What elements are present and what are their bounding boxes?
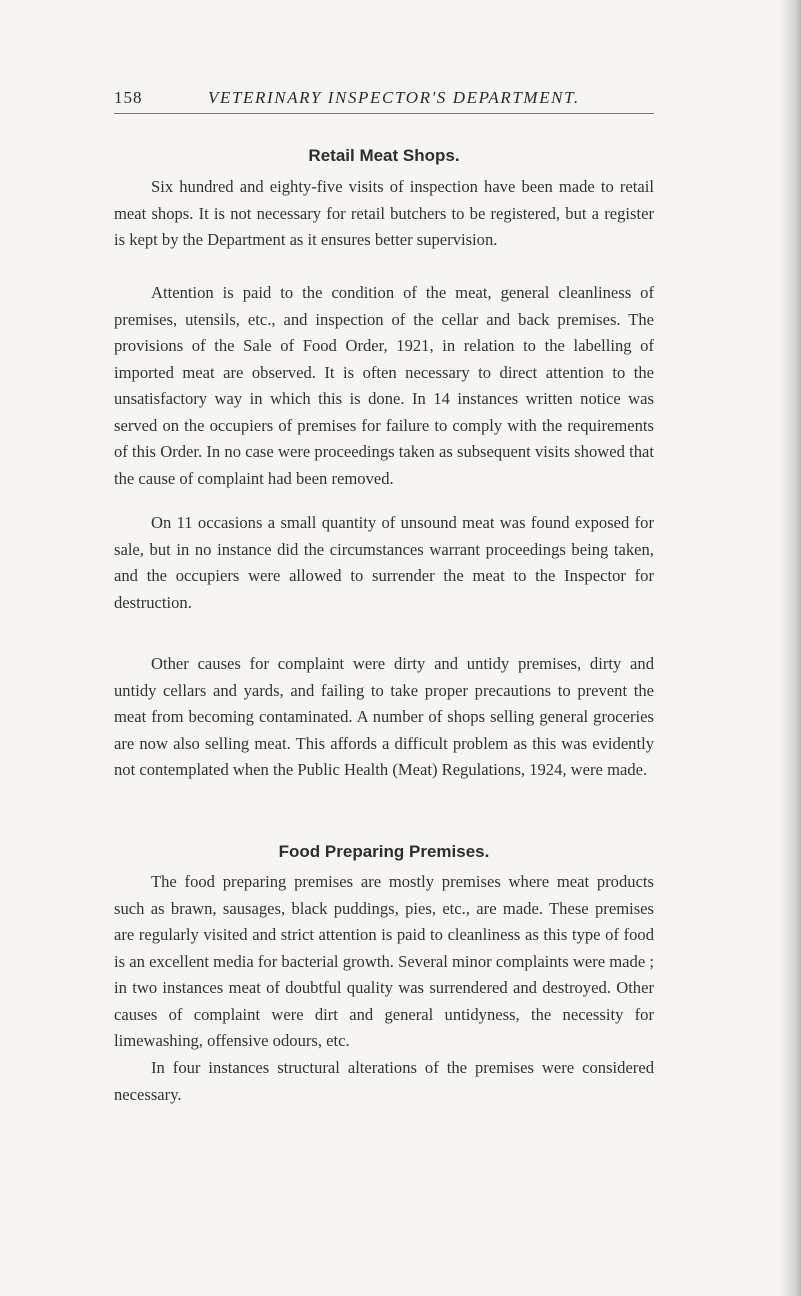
header-rule	[114, 113, 654, 114]
page-number: 158	[114, 88, 143, 107]
page-edge-shadow	[779, 0, 801, 1296]
paragraph: Other causes for complaint were dirty and untidy premises, dirty and untidy cellars and yards, and failing to take proper precautions to prevent the meat from becoming contaminated. A number of shops selling general groceries are now also selling meat. This affords a difficult problem as this was evidently not contemplated when the Public Health (Meat) Regulations, 1924, were made.	[114, 654, 654, 779]
running-header	[114, 88, 654, 112]
paragraph: On 11 occasions a small quantity of unsound meat was found exposed for sale, but in no instance did the circumstances warrant proceedings being taken, and the occupiers were allowed to surrender the meat to the Inspector for destruction.	[114, 513, 654, 612]
paragraph: Attention is paid to the condition of the meat, general cleanliness of premises, utensils, etc., and inspection of the cellar and back premises. The provisions of the Sale of Food Order, 1921, in relation to the labelling of imported meat are observed. It is often necessary to direct attention to the unsatisfactory way in which this is done. In 14 instances written notice was served on the occupiers of premises for failure to comply with the requirements of this Order. In no case were proceedings taken as subsequent visits showed that the cause of complaint had been removed.	[114, 283, 654, 488]
paragraph: Six hundred and eighty-five visits of inspection have been made to retail meat shops. It is not necessary for retail butchers to be registered, but a register is kept by the Department as it ensures better supervision.	[114, 177, 654, 249]
running-title: VETERINARY INSPECTOR'S DEPARTMENT.	[208, 88, 580, 107]
paragraph: The food preparing premises are mostly premises where meat products such as brawn, sausages, black puddings, pies, etc., are made. These premises are regularly visited and strict attention is paid to cleanliness as this type of food is an excellent media for bacterial growth. Several minor complaints were made ; in two instances meat of doubtful quality was surrendered and destroyed. Other causes of complaint were dirt and general untidyness, the necessity for limewashing, offensive odours, etc.	[114, 872, 654, 1050]
section-heading-retail-meat-shops: Retail Meat Shops.	[308, 146, 460, 165]
section-heading-food-preparing-premises: Food Preparing Premises.	[278, 842, 490, 861]
paragraph: In four instances structural alterations of the premises were considered necessary.	[114, 1058, 654, 1104]
